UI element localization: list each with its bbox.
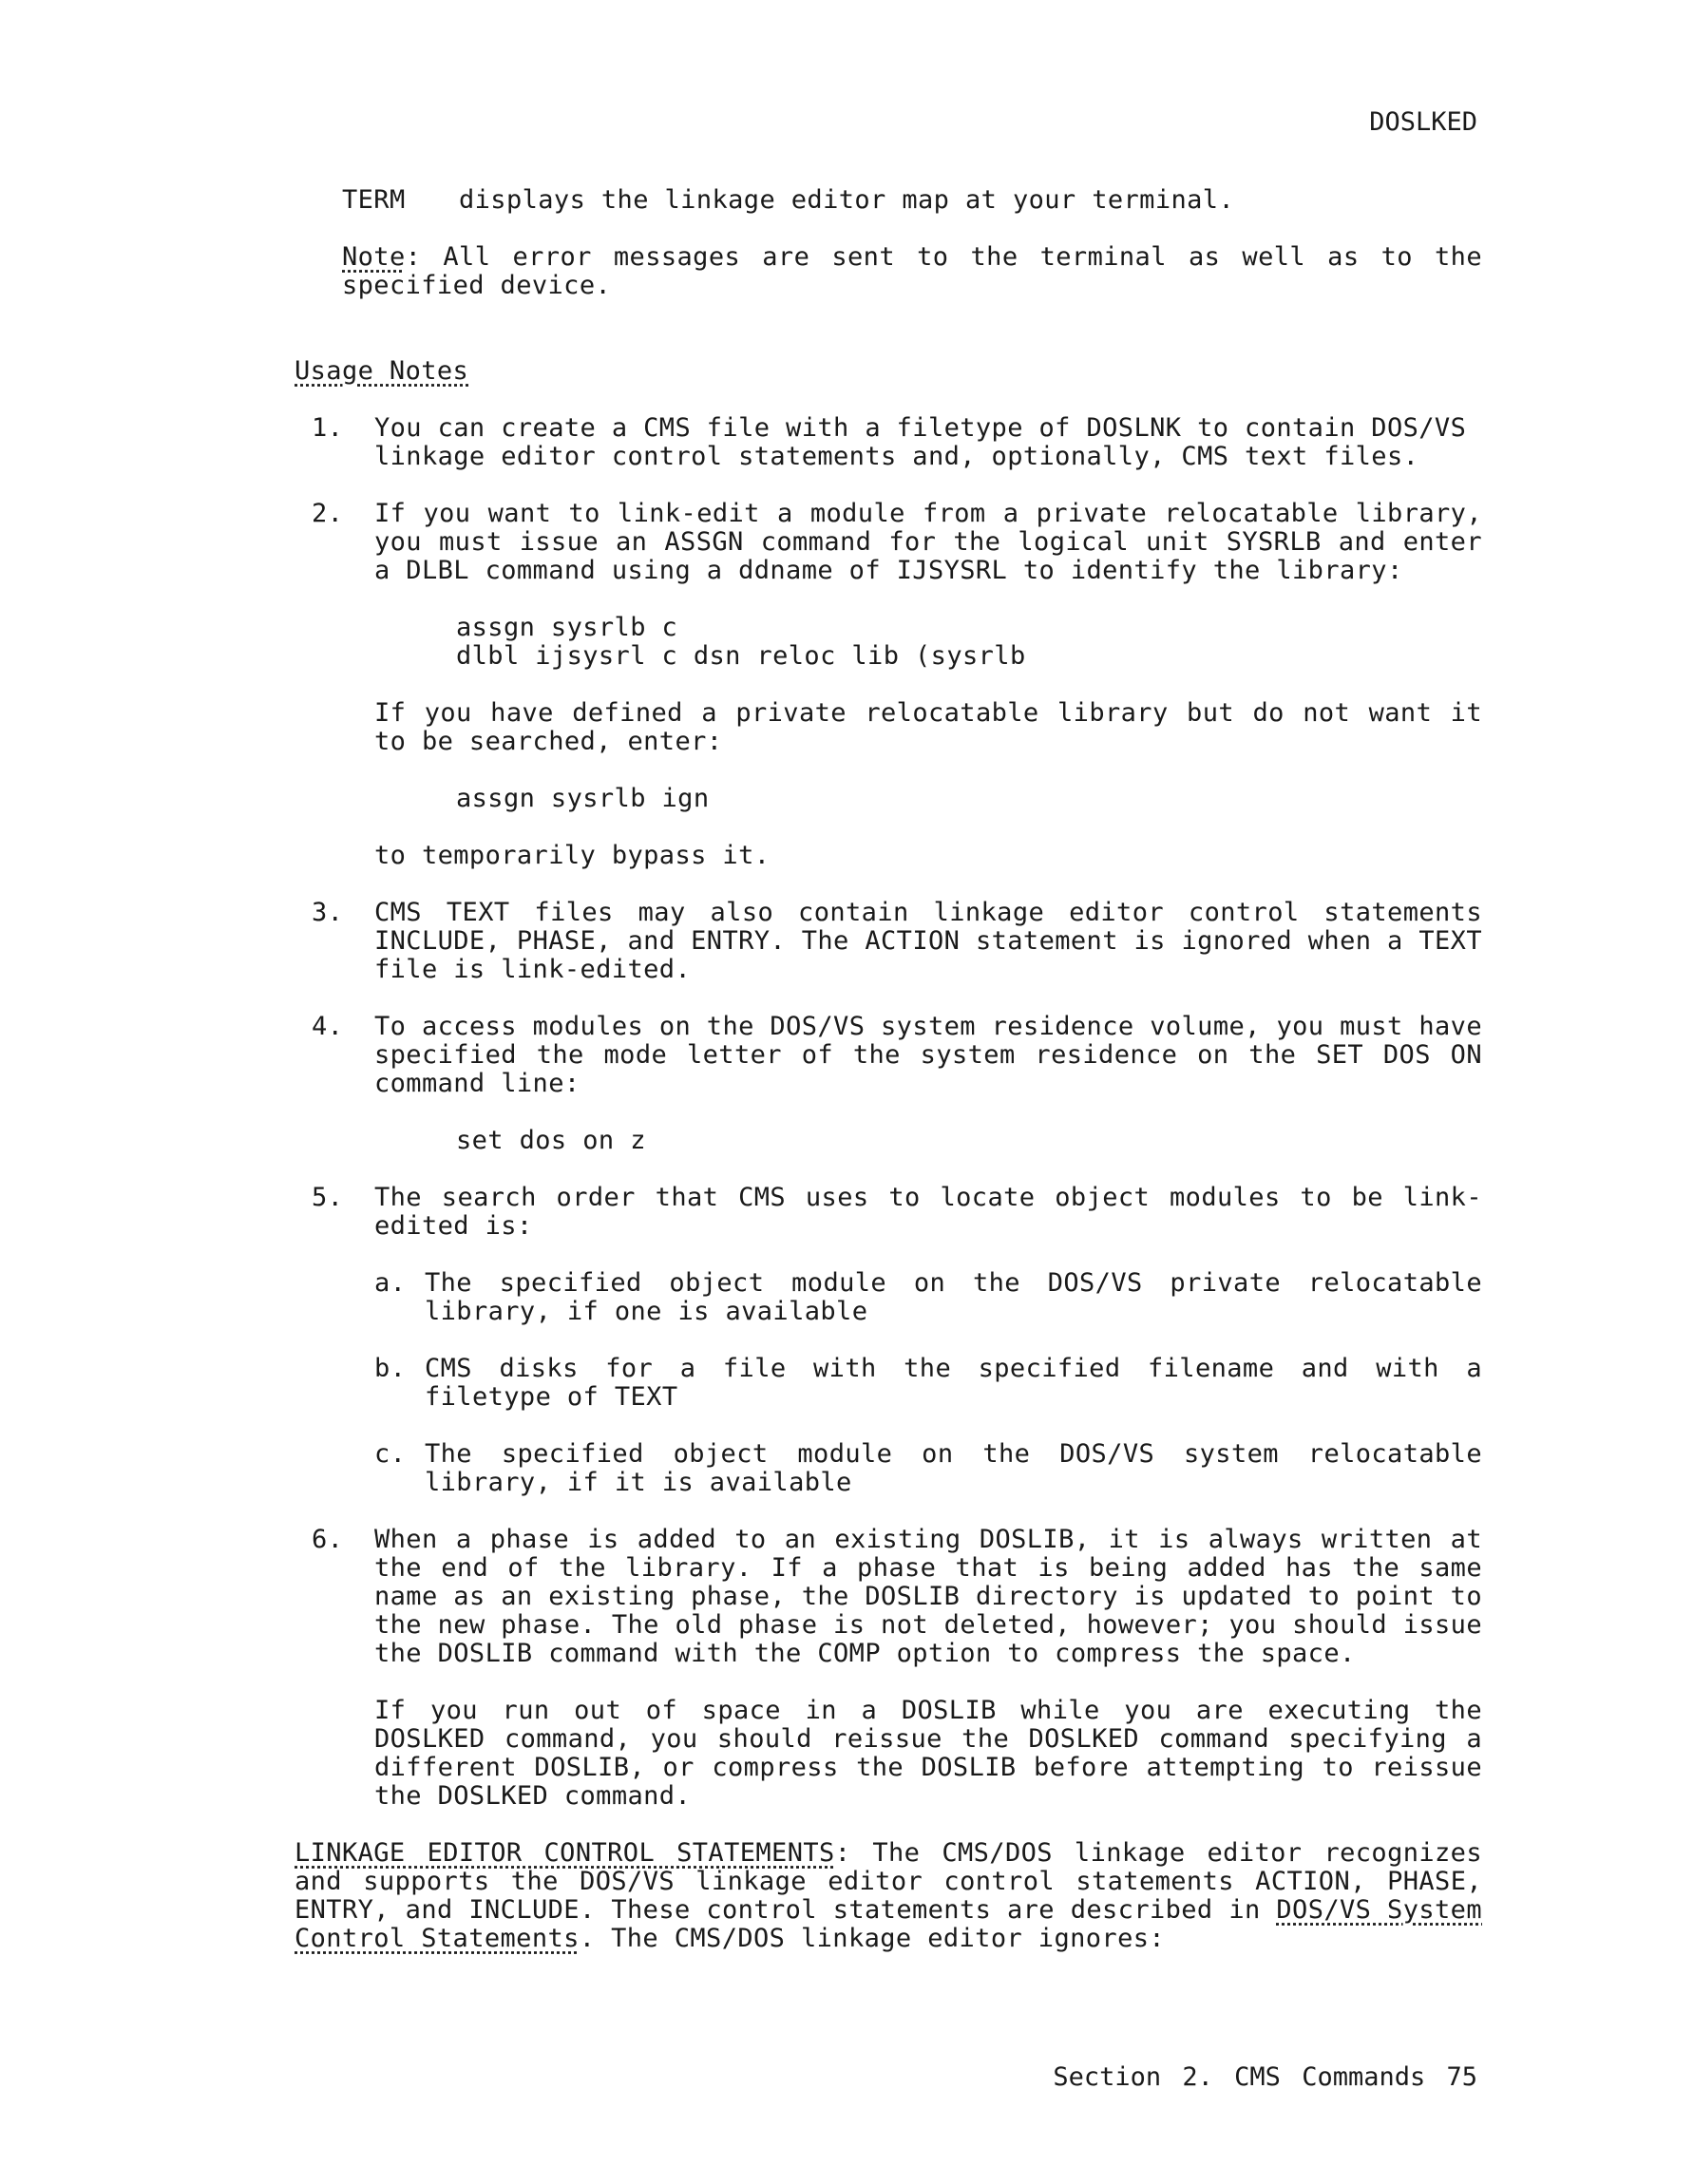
sub-item-text: The specified object module on the DOS/VS private relocatable library, if one is available [425, 1268, 1482, 1326]
code-example [456, 614, 1482, 671]
item-text: If you want to link-edit a module from a private relocatable library, you must issue an ASSGN command for the logical unit SYSRLB and enter a DLBL command using a ddname of IJSYSRL to identify the library: [374, 499, 1482, 585]
item-number: 2. [312, 499, 344, 528]
list-item [295, 1526, 1482, 1811]
item-text: You can create a CMS file with a filetype of DOSLNK to contain DOS/VS [374, 413, 1467, 443]
note [342, 243, 1482, 300]
item-number: 3. [312, 898, 344, 927]
manual-reference: DOS/VS System Control Statements [295, 1895, 1482, 1953]
sub-item [374, 1355, 1482, 1412]
sub-item-letter: b. [374, 1354, 407, 1383]
list-item [295, 500, 1482, 870]
list-item [295, 1013, 1482, 1155]
note-text: : All error messages are sent to the terminal as well as to the specified device. [342, 242, 1482, 300]
code-example: assgn sysrlb ign [456, 784, 710, 813]
list-item [295, 414, 1482, 471]
item-number: 1. [312, 413, 344, 443]
item-text: If you have defined a private relocatable library but do not want it to be searched, enter: [374, 698, 1482, 756]
paragraph-text: . The CMS/DOS linkage editor ignores: [579, 1924, 1166, 1953]
sub-item-text: CMS disks for a file with the specified filename and with a filetype of TEXT [425, 1354, 1482, 1412]
code-example: set dos on z [456, 1126, 646, 1155]
control-statements-heading: LINKAGE EDITOR CONTROL STATEMENTS [295, 1838, 835, 1868]
term-option [342, 186, 1482, 215]
term-option-desc: displays the linkage editor map at your terminal. [459, 185, 1235, 215]
running-header: DOSLKED [1369, 107, 1477, 137]
sub-item-letter: a. [374, 1268, 407, 1298]
control-statements-paragraph [295, 1839, 1482, 1953]
item-text: When a phase is added to an existing DOSLIB, it is always written at the end of the library. If a phase that is being added has the same name as an existing phase, the DOSLIB directory is updated to point to the new phase. The old phase is not deleted, however; you should issue the DOSLIB command with the COMP option to compress the space. [374, 1525, 1482, 1668]
sub-item-text: The specified object module on the DOS/VS system relocatable library, if it is available [425, 1439, 1482, 1497]
code-line: assgn sysrlb c [456, 613, 678, 642]
code-line: dlbl ijsysrl c dsn reloc lib (sysrlb [456, 641, 1026, 671]
sub-item-letter: c. [374, 1439, 407, 1469]
item-text: To access modules on the DOS/VS system residence volume, you must have specified the mode letter of the system residence on the SET DOS ON command line: [374, 1012, 1482, 1098]
item-text: linkage editor control statements and, optionally, CMS text files. [374, 442, 1419, 471]
item-text: to temporarily bypass it. [374, 841, 771, 870]
usage-notes-list [295, 414, 1482, 1811]
list-item [295, 1184, 1482, 1497]
item-number: 6. [312, 1525, 344, 1554]
list-item [295, 899, 1482, 984]
item-text: CMS TEXT files may also contain linkage editor control statements INCLUDE, PHASE, and ENTRY. The ACTION statement is ignored when a TEXT file is link-edited. [374, 898, 1482, 984]
paragraph-text: : The CMS/DOS linkage editor recognizes and supports the DOS/VS linkage editor control statements ACTION, PHASE, ENTRY, and INCLUDE. These control statements are described in [295, 1838, 1482, 1925]
item-number: 4. [312, 1012, 344, 1041]
item-text: The search order that CMS uses to locate object modules to be link-edited is: [374, 1183, 1482, 1241]
sub-item [374, 1269, 1482, 1326]
page-body [295, 104, 1482, 1953]
term-option-name: TERM [342, 185, 406, 215]
page-footer: Section 2. CMS Commands 75 [1053, 2062, 1477, 2092]
note-label: Note [342, 242, 406, 272]
item-text: If you run out of space in a DOSLIB while you are executing the DOSLKED command, you should reissue the DOSLKED command specifying a different DOSLIB, or compress the DOSLIB before attempting to reissue the DOSLKED command. [374, 1696, 1482, 1811]
usage-notes-heading: Usage Notes [295, 356, 469, 386]
item-number: 5. [312, 1183, 344, 1212]
sub-item [374, 1440, 1482, 1497]
